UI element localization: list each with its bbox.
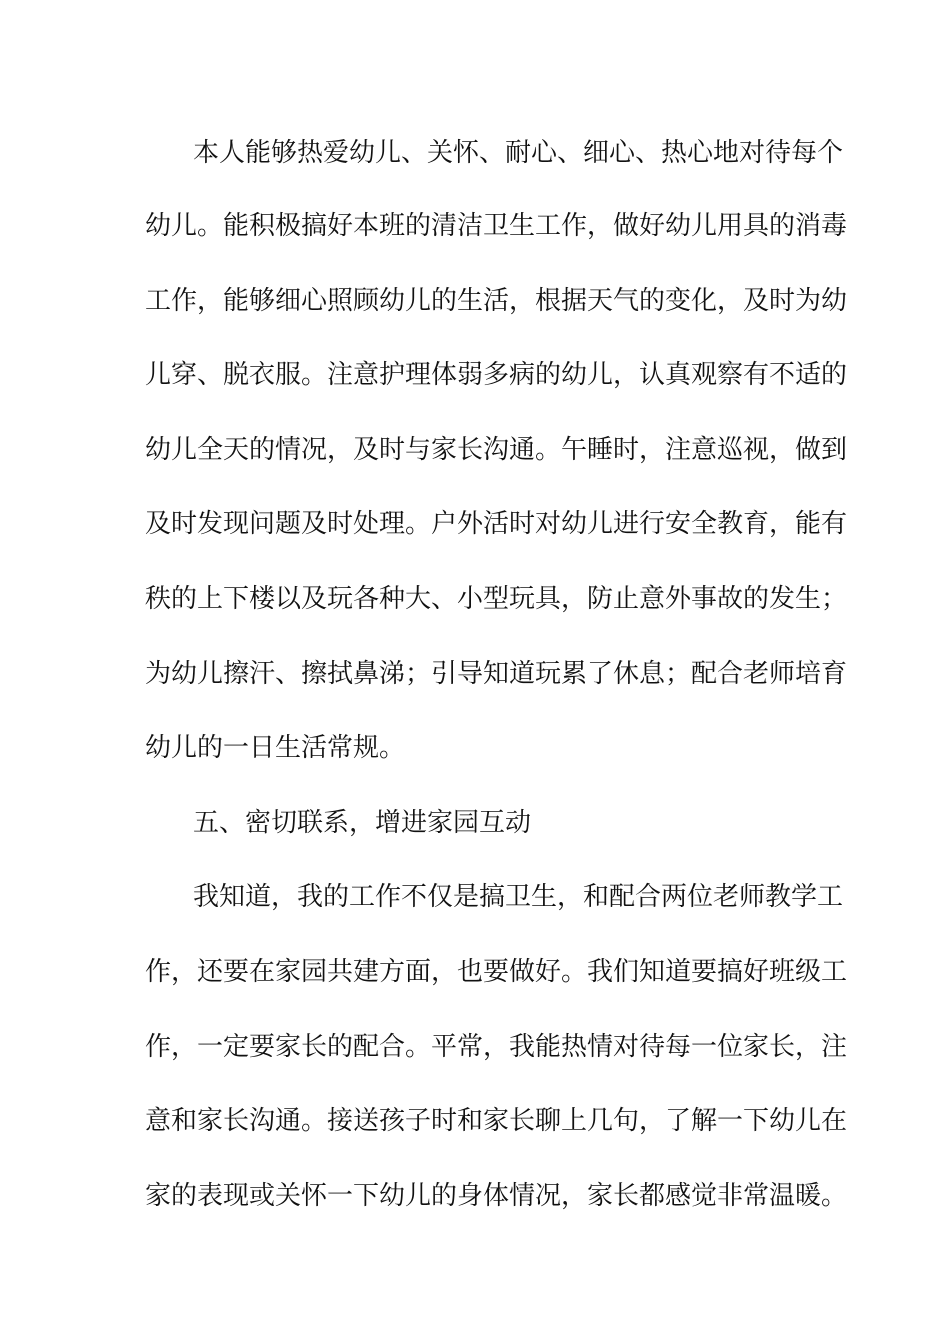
paragraph-line: 作，还要在家园共建方面，也要做好。我们知道要搞好班级工	[145, 957, 848, 987]
paragraph-line: 秩的上下楼以及玩各种大、小型玩具，防止意外事故的发生；	[145, 584, 848, 614]
paragraph-line: 幼儿。能积极搞好本班的清洁卫生工作，做好幼儿用具的消毒	[145, 211, 848, 241]
paragraph-line: 及时发现问题及时处理。户外活时对幼儿进行安全教育，能有	[145, 509, 848, 539]
paragraph-line: 幼儿全天的情况，及时与家长沟通。午睡时，注意巡视，做到	[145, 435, 848, 465]
paragraph-line: 我知道，我的工作不仅是搞卫生，和配合两位老师教学工	[193, 882, 844, 912]
paragraph-line: 为幼儿擦汗、擦拭鼻涕；引导知道玩累了休息；配合老师培育	[145, 659, 848, 689]
paragraph-line: 幼儿的一日生活常规。	[145, 733, 406, 763]
paragraph-line: 儿穿、脱衣服。注意护理体弱多病的幼儿，认真观察有不适的	[145, 360, 848, 390]
paragraph-line: 本人能够热爱幼儿、关怀、耐心、细心、热心地对待每个	[193, 138, 844, 168]
paragraph-line: 作，一定要家长的配合。平常，我能热情对待每一位家长，注	[145, 1032, 848, 1062]
section-heading: 五、密切联系，增进家园互动	[193, 808, 532, 838]
paragraph-line: 家的表现或关怀一下幼儿的身体情况，家长都感觉非常温暖。	[145, 1181, 848, 1211]
paragraph-line: 意和家长沟通。接送孩子时和家长聊上几句，了解一下幼儿在	[145, 1106, 848, 1136]
paragraph-line: 工作，能够细心照顾幼儿的生活，根据天气的变化，及时为幼	[145, 286, 848, 316]
